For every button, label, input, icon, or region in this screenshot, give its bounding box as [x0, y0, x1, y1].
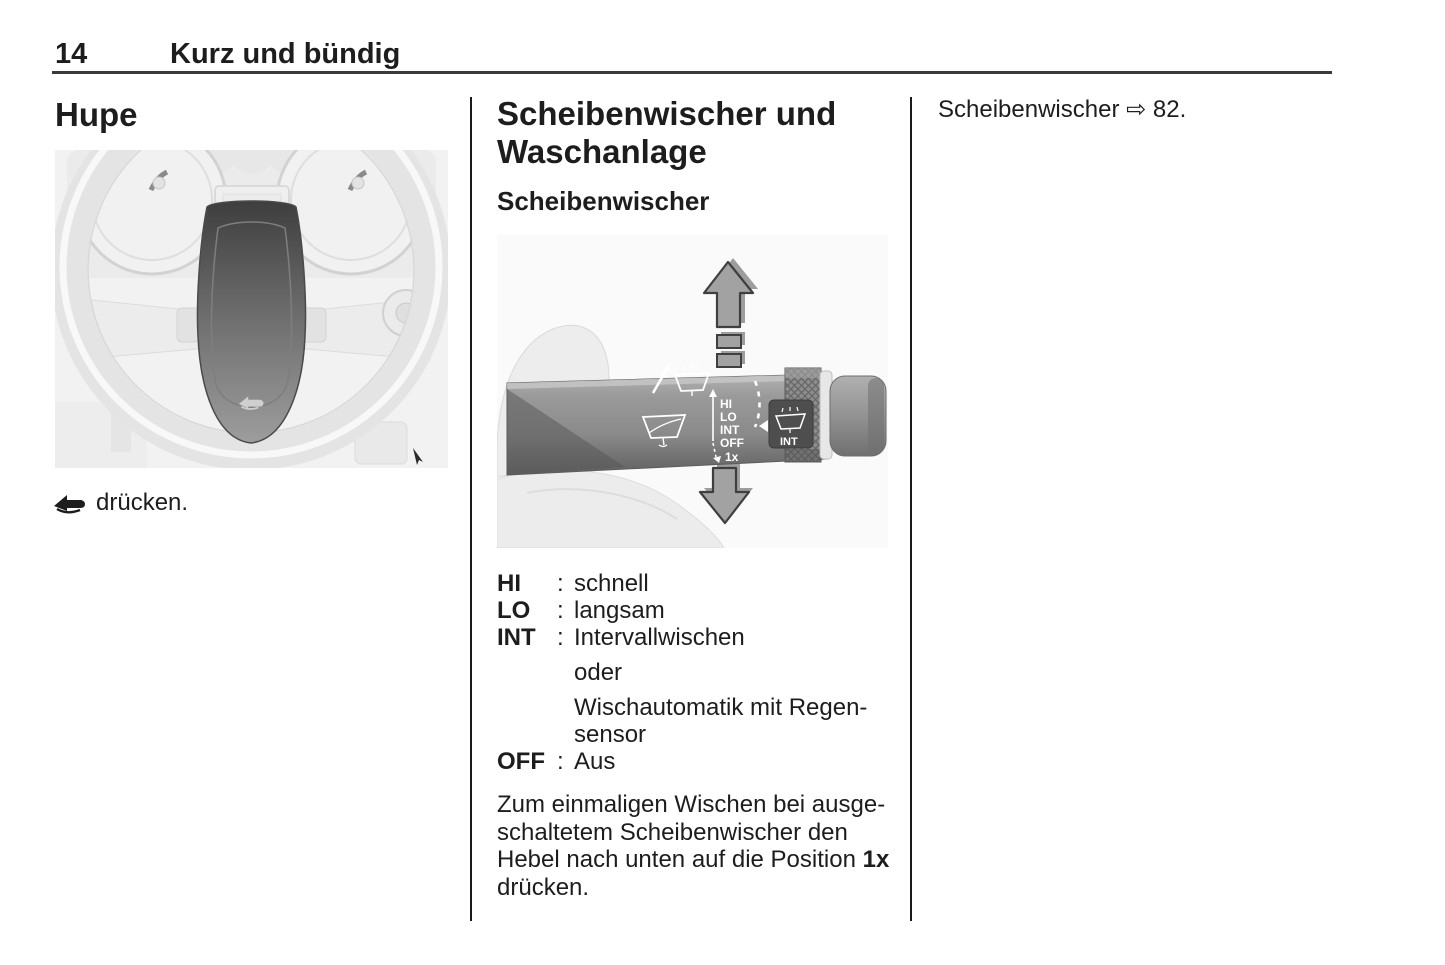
page-ref-arrow-icon: ⇨ [1126, 96, 1147, 123]
definition-desc: Aus [574, 748, 616, 775]
horn-caption [53, 488, 188, 518]
definition-row [497, 694, 888, 721]
column-divider-left [470, 97, 472, 921]
single-wipe-paragraph: Zum einmaligen Wischen bei ausge- schaltetem Scheibenwischer den Hebel nach unten auf die Position 1x drücken. [497, 791, 890, 901]
definition-desc: langsam [574, 597, 665, 624]
definition-term: HI [497, 570, 521, 597]
steering-wheel-illustration [55, 150, 448, 468]
definition-desc: sensor [574, 721, 647, 748]
horn-icon [53, 492, 87, 515]
stalk-label-off: OFF [720, 436, 744, 450]
section-heading-horn: Hupe [55, 96, 138, 133]
cross-reference-text: Scheibenwischer [938, 96, 1120, 123]
stalk-label-hi: HI [720, 397, 732, 411]
page-number: 14 [55, 38, 88, 70]
definition-term: LO [497, 597, 531, 624]
definition-row: INT : Intervallwischen [497, 624, 888, 651]
definition-desc: Wischautomatik mit Regen- [574, 694, 868, 721]
horn-caption-text: drücken. [96, 489, 189, 516]
definition-row [497, 721, 888, 748]
definition-row: HI : schnell [497, 570, 888, 597]
definition-desc: oder [574, 659, 623, 686]
wiper-stalk-image [497, 235, 888, 548]
wiper-stalk-illustration [497, 235, 888, 548]
ring-label-int: INT [780, 436, 798, 448]
column-divider-right [910, 97, 912, 921]
wiper-position-definitions [497, 570, 888, 775]
definition-desc: schnell [574, 570, 649, 597]
header-rule [52, 71, 1332, 74]
definition-term: INT [497, 624, 536, 651]
cross-reference [938, 96, 1330, 124]
horn-pad [197, 201, 305, 443]
definition-row: OFF : Aus [497, 748, 888, 775]
stalk-label-1x: 1x [725, 450, 739, 464]
stalk-label-int: INT [720, 423, 740, 437]
section-heading-wipers: Scheibenwischer und Waschanlage [497, 95, 837, 170]
definition-term: OFF [497, 748, 545, 775]
running-title: Kurz und bündig [170, 38, 401, 70]
page-ref-number: 82. [1152, 96, 1187, 123]
definition-desc: Intervallwischen [574, 624, 745, 651]
subsection-heading-wiper: Scheibenwischer [497, 186, 710, 216]
definition-row [497, 659, 888, 686]
position-1x-label: 1x [862, 846, 890, 873]
definition-row: LO : langsam [497, 597, 888, 624]
stalk-label-lo: LO [720, 410, 737, 424]
steering-wheel-image [55, 150, 448, 468]
